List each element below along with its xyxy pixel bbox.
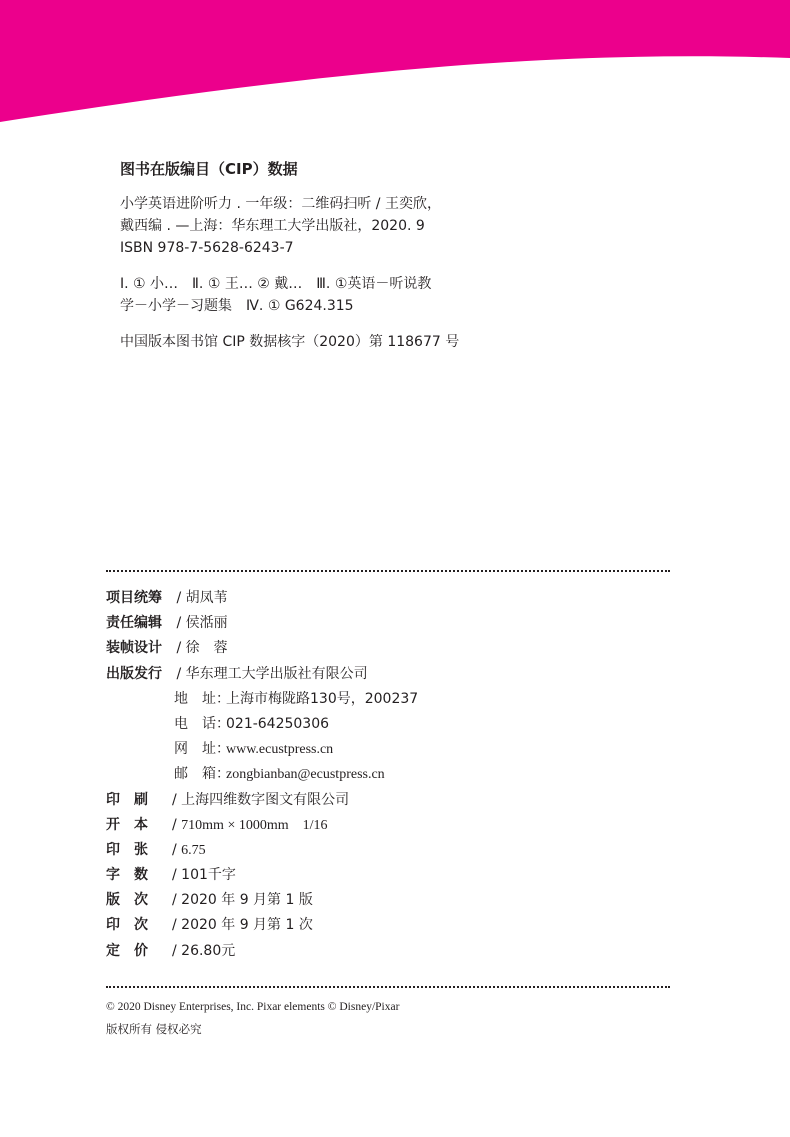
address-label: 地 址： [174, 690, 230, 707]
planner-label: 项目统筹 [106, 590, 162, 606]
top-dotted-divider [106, 570, 670, 572]
website-row [106, 737, 686, 762]
printer-row: 印 刷 / 上海四维数字图文有限公司 [106, 788, 686, 813]
price-row: 定 价 / 26.80元 [106, 939, 686, 964]
printer-value: 上海四维数字图文有限公司 [181, 791, 350, 808]
publisher-label: 出版发行 [106, 665, 162, 682]
price-value: 26.80元 [181, 942, 236, 959]
bottom-dotted-divider [106, 986, 670, 988]
address-row [106, 687, 686, 712]
publisher-value: 华东理工大学出版社有限公司 [185, 665, 368, 682]
designer-value: 徐 蓉 [185, 640, 228, 657]
cip-class-line-1: Ⅰ. ① 小… Ⅱ. ① 王… ② 戴… Ⅲ. ①英语－听说教 [120, 276, 432, 292]
phone-value: 021-64250306 [226, 715, 330, 732]
format-row: 开 本 / 710mm × 1000mm 1/16 [106, 813, 686, 838]
edition-value: 2020 年 9 月第 1 版 [181, 892, 313, 909]
credits-block [106, 586, 686, 964]
edition-label: 版 次 [106, 892, 148, 909]
words-value: 101千字 [181, 867, 236, 884]
copyright-notice: © 2020 Disney Enterprises, Inc. Pixar elements © Disney/Pixar [106, 1001, 400, 1013]
designer-label: 装帧设计 [106, 640, 162, 657]
sheets-label: 印 张 [106, 841, 148, 858]
words-label: 字 数 [106, 867, 148, 884]
cip-entry [120, 193, 680, 259]
publisher-row: 出版发行 / 华东理工大学出版社有限公司 [106, 662, 686, 687]
format-label: 开 本 [106, 816, 148, 833]
cip-title: 图书在版编目（CIP）数据 [120, 160, 298, 178]
editor-value: 侯湉丽 [185, 615, 228, 632]
website-value: www.ecustpress.cn [226, 742, 334, 758]
footer [106, 996, 706, 1040]
edition-row: 版 次 / 2020 年 9 月第 1 版 [106, 888, 686, 913]
planner-row: 项目统筹 / 胡凤苇 [106, 586, 686, 611]
cip-entry-line-2: 戴西编 . —上海：华东理工大学出版社，2020. 9 [120, 218, 425, 234]
words-row: 字 数 / 101千字 [106, 863, 686, 888]
printing-value: 2020 年 9 月第 1 次 [181, 917, 313, 934]
editor-label: 责任编辑 [106, 615, 162, 632]
format-value: 710mm × 1000mm 1/16 [181, 817, 328, 833]
rights-notice: 版权所有 侵权必究 [106, 1022, 202, 1036]
address-value: 上海市梅陇路130号，200237 [226, 690, 419, 707]
email-label: 邮 箱： [174, 766, 230, 783]
email-row [106, 762, 686, 787]
cip-entry-line-1: 小学英语进阶听力 . 一年级：二维码扫听 / 王奕欣， [120, 196, 441, 212]
sheets-value: 6.75 [181, 842, 206, 858]
planner-value: 胡凤苇 [185, 590, 228, 606]
phone-row [106, 712, 686, 737]
printing-label: 印 次 [106, 917, 148, 934]
cip-block [120, 158, 680, 353]
designer-row: 装帧设计 / 徐 蓉 [106, 636, 686, 661]
phone-label: 电 话： [174, 715, 230, 732]
email-value: zongbianban@ecustpress.cn [226, 767, 385, 783]
cip-classification [120, 273, 680, 317]
cip-number: 中国版本图书馆 CIP 数据核字（2020）第 118677 号 [120, 334, 460, 350]
website-label: 网 址： [174, 741, 230, 758]
cip-isbn: ISBN 978-7-5628-6243-7 [120, 240, 294, 256]
cip-class-line-2: 学－小学－习题集 Ⅳ. ① G624.315 [120, 298, 354, 314]
price-label: 定 价 [106, 942, 148, 959]
editor-row: 责任编辑 / 侯湉丽 [106, 611, 686, 636]
printing-row: 印 次 / 2020 年 9 月第 1 次 [106, 913, 686, 938]
top-banner [0, 0, 790, 130]
printer-label: 印 刷 [106, 791, 148, 808]
sheets-row: 印 张 / 6.75 [106, 838, 686, 863]
